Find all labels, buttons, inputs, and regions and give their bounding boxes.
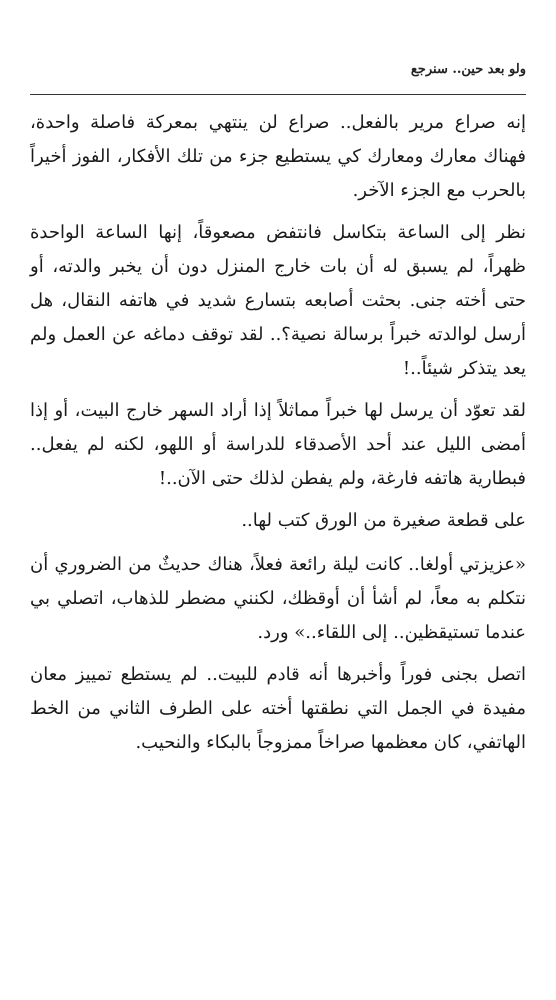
paragraph-2: نظر إلى الساعة بتكاسل فانتفض مصعوقاً، إنها الساعة الواحدة ظهراً، لم يسبق له أن بات خارج المنزل دون أن يخبر والدته، أو حتى أخته جنى. بحثت أصابعه بتسارع شديد في هاتفه النقال، هل أرسل لوالدته خبراً برسالة نصية؟.. لقد توقف دماغه عن العمل ولم يعد يتذكر شيئاً..! xyxy=(30,222,526,379)
paragraph-5-letter: «عزيزتي أولغا.. كانت ليلة رائعة فعلاً، هناك حديثٌ من الضروري أن نتكلم به معاً، لم أشأ أن أوقظك، لكنني مضطر للذهاب، اتصلي بي عندما تستيقظين.. إلى اللقاء..» ورد. xyxy=(30,554,526,643)
running-header: ولو بعد حين.. سنرجع xyxy=(410,62,526,77)
paragraph-3: لقد تعوّد أن يرسل لها خبراً مماثلاً إذا أراد السهر خارج البيت، أو إذا أمضى الليل عند أحد الأصدقاء للدراسة أو اللهو، لكنه لم يفعل.. فبطارية هاتفه فارغة، ولم يفطن لذلك حتى الآن..! xyxy=(30,400,526,489)
paragraph-6: اتصل بجنى فوراً وأخبرها أنه قادم للبيت.. لم يستطع تمييز معان مفيدة في الجمل التي نطقتها أخته على الطرف الثاني من الخط الهاتفي، كان معظمها صراخاً ممزوجاً بالبكاء والنحيب. xyxy=(30,664,526,753)
paragraph-1: إنه صراع مرير بالفعل.. صراع لن ينتهي بمعركة فاصلة واحدة، فهناك معارك ومعارك كي يستطيع جزء من تلك الأفكار، الفوز أخيراً بالحرب مع الجزء الآخر. xyxy=(30,112,526,201)
header-divider xyxy=(30,94,526,95)
paragraph-4: على قطعة صغيرة من الورق كتب لها.. xyxy=(241,510,526,531)
page-body xyxy=(30,106,526,768)
